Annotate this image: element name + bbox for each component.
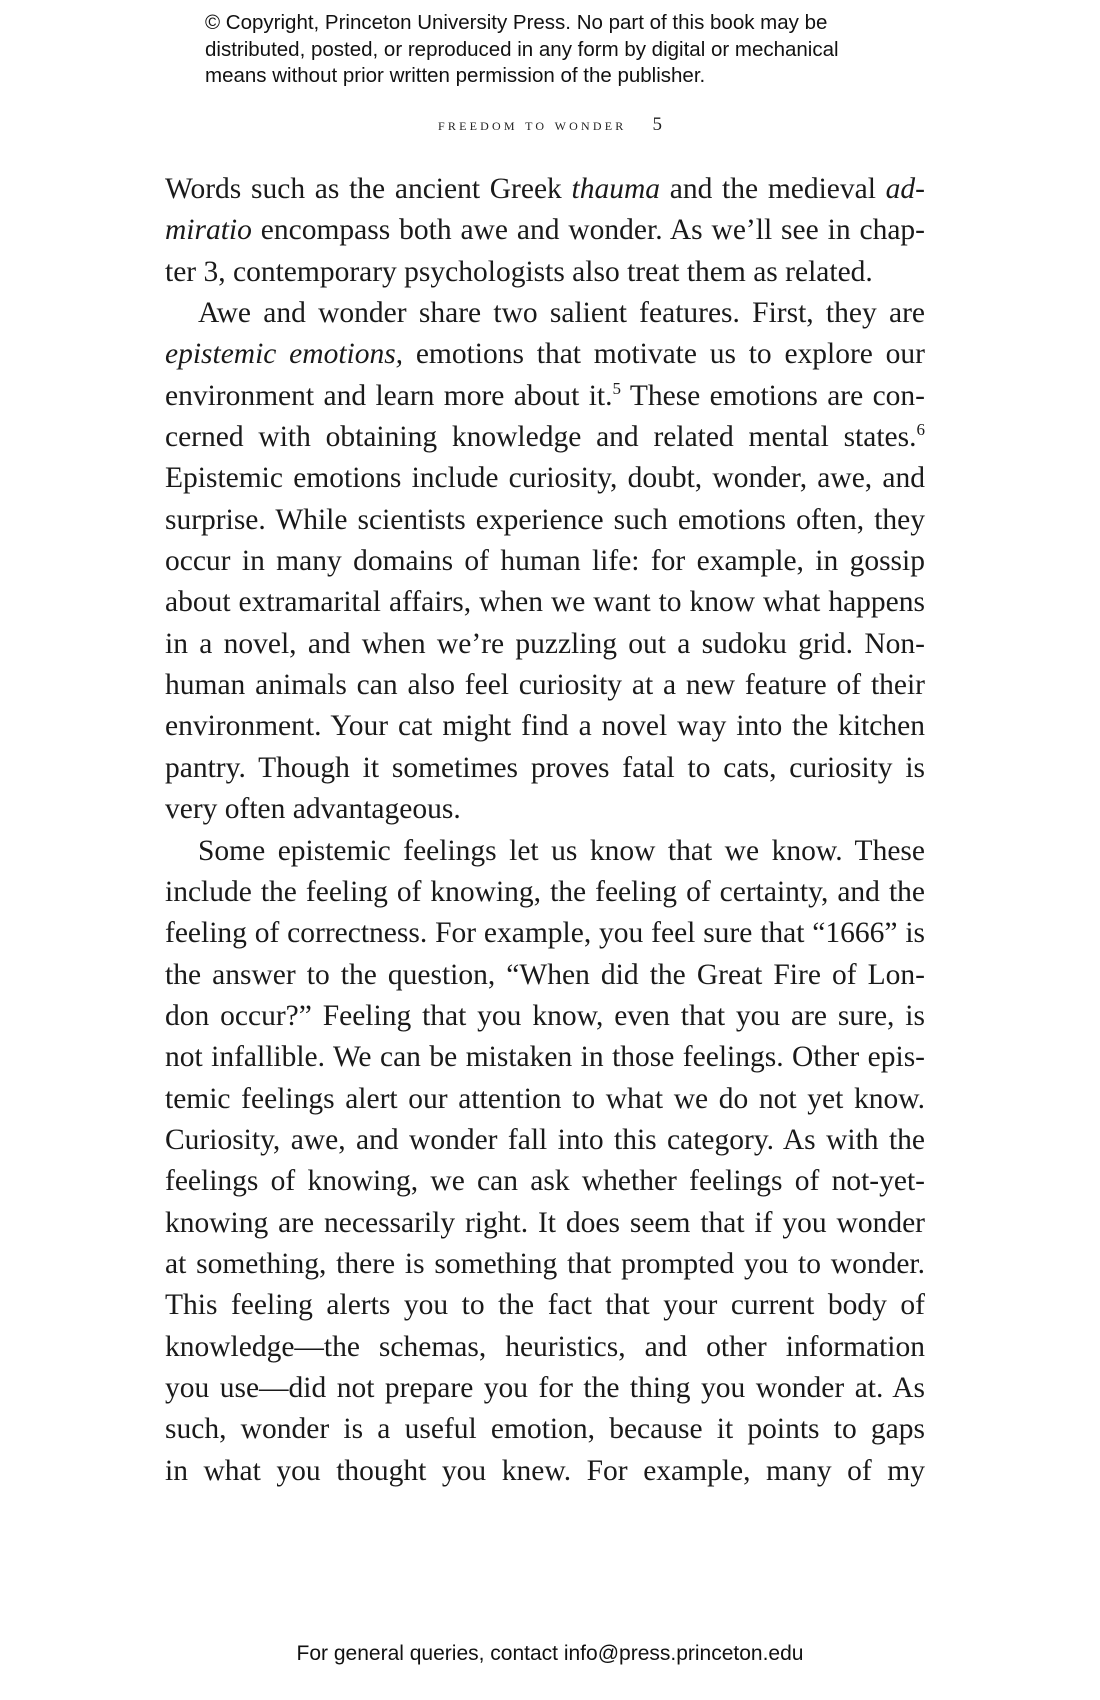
- text-line: [165, 458, 925, 499]
- text-run: Some epistemic feelings let us know that we know. These: [198, 834, 925, 867]
- text-run: Curiosity, awe, and wonder fall into this category. As with the: [165, 1123, 925, 1156]
- text-run: pantry. Though it sometimes proves fatal to cats, curiosity is: [165, 751, 925, 784]
- text-line: [165, 831, 925, 872]
- text-run: cerned with obtaining knowledge and related mental states.: [165, 421, 917, 454]
- text-run: in a novel, and when we’re puzzling out a sudoku grid. Non-: [165, 627, 925, 660]
- text-run: don occur?” Feeling that you know, even that you are sure, is: [165, 999, 925, 1032]
- footnote-marker: 6: [916, 420, 925, 440]
- text-line: [165, 748, 925, 789]
- text-run: feeling of correctness. For example, you feel sure that “1666” is: [165, 917, 925, 950]
- text-line: [165, 1368, 925, 1409]
- text-line: [165, 1037, 925, 1078]
- text-run: encompass both awe and wonder. As we’ll see in chap-: [251, 214, 925, 247]
- text-run: environment. Your cat might find a novel way into the kitchen: [165, 710, 925, 743]
- footer-contact: For general queries, contact info@press.princeton.edu: [296, 1642, 804, 1665]
- text-run: very often advantageous.: [165, 793, 461, 826]
- text-run: the answer to the question, “When did the Great Fire of Lon-: [165, 958, 925, 991]
- text-line: [165, 1079, 925, 1120]
- text-line: [165, 1285, 925, 1326]
- text-line: [165, 169, 925, 210]
- running-head: [0, 114, 1100, 136]
- italic-text: miratio: [165, 214, 252, 247]
- text-run: you use—did not prepare you for the thing you wonder at. As: [165, 1371, 925, 1404]
- text-line: [165, 624, 925, 665]
- text-line: [165, 996, 925, 1037]
- text-line: [165, 293, 925, 334]
- text-line: [165, 665, 925, 706]
- text-line: [165, 376, 925, 417]
- text-line: [165, 955, 925, 996]
- text-line: [165, 913, 925, 954]
- running-head-title: freedom to wonder: [438, 115, 627, 134]
- text-run: Words such as the ancient Greek: [165, 173, 572, 205]
- text-run: Awe and wonder share two salient features. First, they are: [198, 297, 925, 330]
- text-run: emotions that motivate us to explore our: [403, 338, 925, 371]
- text-line: [165, 1451, 925, 1492]
- text-run: and the medieval: [660, 173, 886, 205]
- text-run: Epistemic emotions include curiosity, doubt, wonder, awe, and: [165, 462, 925, 495]
- text-line: [165, 541, 925, 582]
- text-run: human animals can also feel curiosity at a new feature of their: [165, 669, 925, 702]
- text-run: knowing are necessarily right. It does seem that if you wonder: [165, 1206, 925, 1239]
- text-run: in what you thought you knew. For example, many of my: [165, 1454, 925, 1487]
- text-run: surprise. While scientists experience such emotions often, they: [165, 503, 925, 536]
- text-line: [165, 417, 925, 458]
- text-line: [165, 706, 925, 747]
- text-run: knowledge—the schemas, heuristics, and other information: [165, 1330, 925, 1363]
- italic-text: epistemic emotions,: [165, 338, 404, 371]
- italic-text: thauma: [571, 173, 661, 205]
- copyright-line: © Copyright, Princeton University Press. No part of this book may be: [205, 11, 828, 34]
- text-run: not infallible. We can be mistaken in those feelings. Other epis-: [165, 1041, 925, 1074]
- page-number: 5: [652, 114, 662, 135]
- text-run: This feeling alerts you to the fact that your current body of: [165, 1289, 925, 1322]
- italic-text: ad-: [885, 173, 925, 205]
- text-line: [165, 1327, 925, 1368]
- text-run: about extramarital affairs, when we want to know what happens: [165, 586, 925, 619]
- copyright-line: means without prior written permission of the publisher.: [205, 64, 706, 87]
- text-line: [165, 500, 925, 541]
- text-run: such, wonder is a useful emotion, because it points to gaps: [165, 1413, 925, 1446]
- text-line: [165, 789, 925, 830]
- text-run: These emotions are con-: [620, 379, 925, 412]
- text-run: include the feeling of knowing, the feeling of certainty, and the: [165, 875, 925, 908]
- text-line: [165, 334, 925, 375]
- copyright-line: distributed, posted, or reproduced in any form by digital or mechanical: [205, 37, 839, 61]
- text-line: [165, 582, 925, 623]
- footnote-marker: 5: [612, 378, 621, 398]
- text-line: [165, 1161, 925, 1202]
- text-run: ter 3, contemporary psychologists also treat them as related.: [165, 255, 873, 288]
- text-line: [165, 210, 925, 251]
- text-line: [165, 252, 925, 293]
- body-text: [165, 169, 925, 1492]
- text-run: environment and learn more about it.: [165, 379, 613, 412]
- text-run: at something, there is something that prompted you to wonder.: [165, 1247, 925, 1280]
- text-line: [165, 872, 925, 913]
- text-line: [165, 1409, 925, 1450]
- text-run: occur in many domains of human life: for example, in gossip: [165, 545, 925, 578]
- copyright-notice: [205, 10, 965, 90]
- text-run: temic feelings alert our attention to what we do not yet know.: [165, 1082, 925, 1115]
- text-line: [165, 1244, 925, 1285]
- text-run: feelings of knowing, we can ask whether feelings of not-yet-: [165, 1165, 925, 1198]
- text-line: [165, 1120, 925, 1161]
- text-line: [165, 1203, 925, 1244]
